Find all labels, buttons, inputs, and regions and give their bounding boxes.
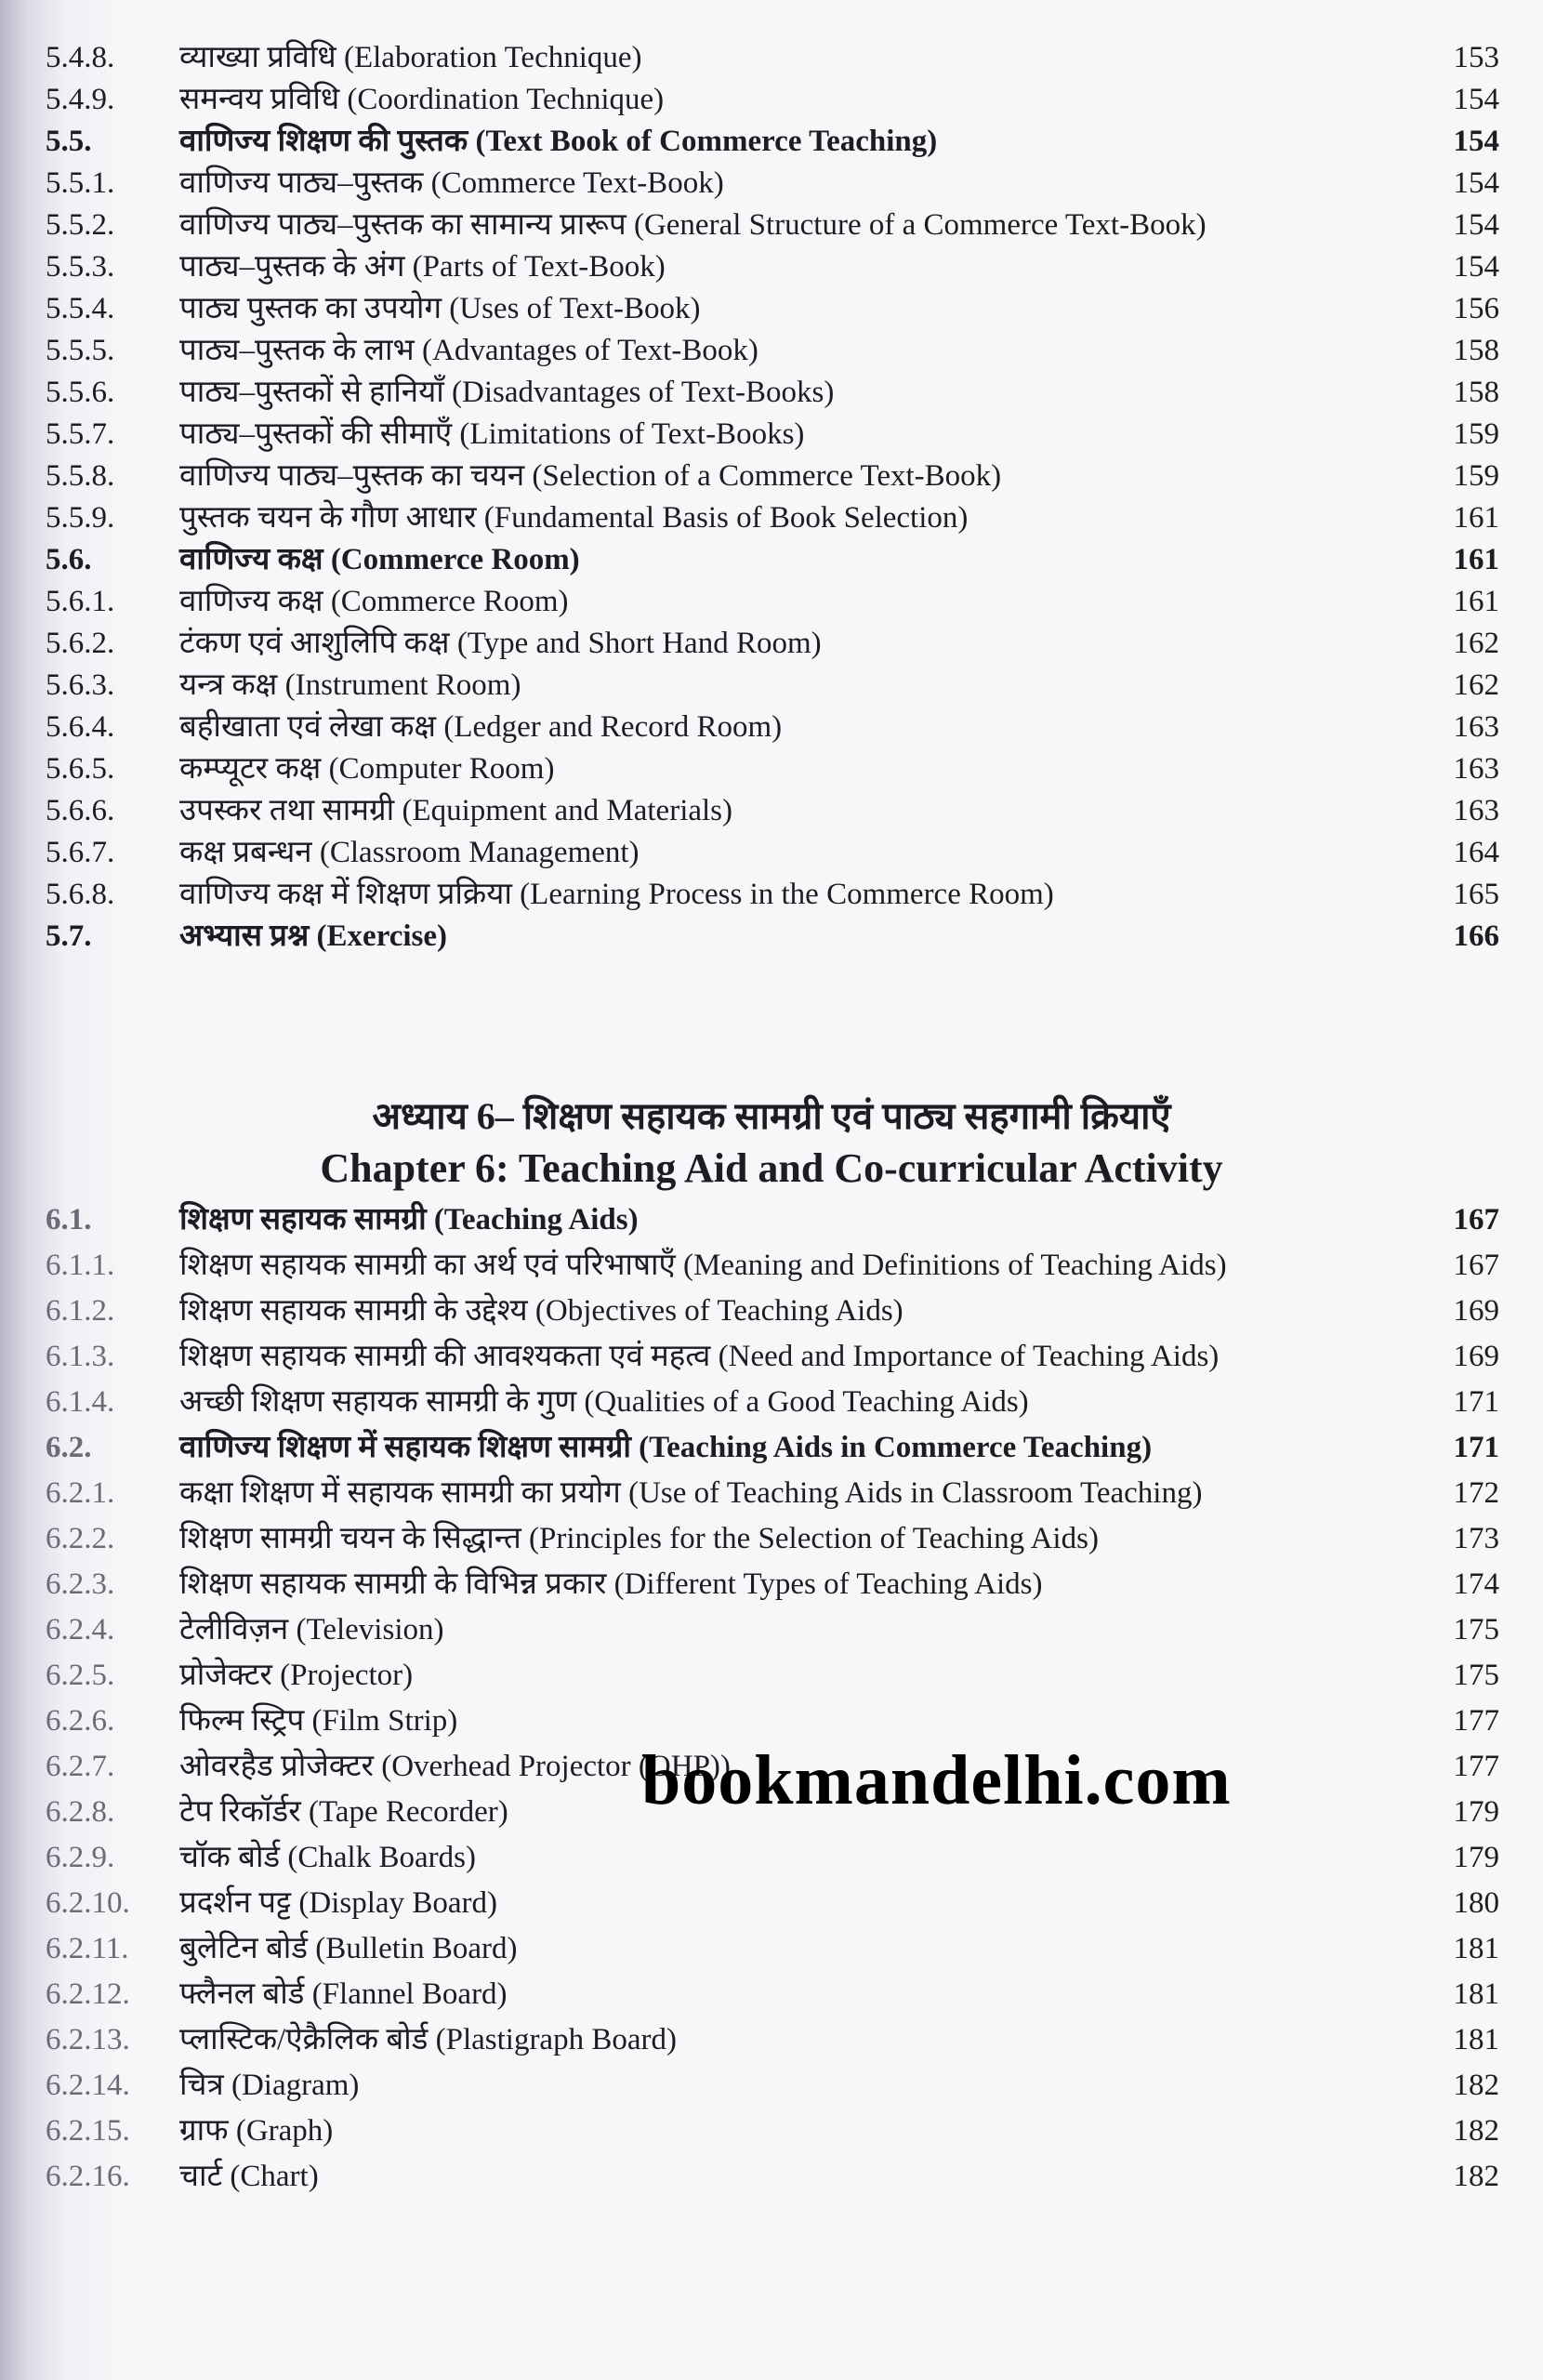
toc-section-heading xyxy=(0,1425,1543,1471)
toc-entry xyxy=(0,707,1543,748)
toc-entry-title: वाणिज्य पाठ्य–पुस्तक का चयन (Selection of a Commerce Text-Book) xyxy=(179,459,1002,493)
toc-entry-page: 154 xyxy=(1453,83,1499,116)
toc-entry-page: 166 xyxy=(1453,919,1499,953)
toc-entry xyxy=(0,414,1543,456)
toc-entry-page: 177 xyxy=(1453,1750,1499,1783)
toc-entry-number: 5.6.6. xyxy=(46,794,115,827)
toc-entry-number: 6.1.4. xyxy=(46,1385,115,1419)
toc-entry-number: 6.2.16. xyxy=(46,2160,130,2193)
toc-entry-page: 169 xyxy=(1453,1340,1499,1373)
toc-entry xyxy=(0,1380,1543,1425)
toc-entry xyxy=(0,2109,1543,2154)
toc-entry-page: 171 xyxy=(1453,1385,1499,1419)
toc-entry-title: फ्लैनल बोर्ड (Flannel Board) xyxy=(179,1977,508,2011)
toc-entry-title: ग्राफ (Graph) xyxy=(179,2114,334,2148)
toc-entry-number: 6.2.7. xyxy=(46,1750,115,1783)
toc-entry-title: वाणिज्य शिक्षण में सहायक शिक्षण सामग्री (Teaching Aids in Commerce Teaching) xyxy=(179,1431,1153,1464)
toc-section-6 xyxy=(0,1197,1543,2200)
toc-entry-title: बुलेटिन बोर्ड (Bulletin Board) xyxy=(179,1932,518,1965)
toc-entry xyxy=(0,2063,1543,2109)
toc-entry xyxy=(0,1516,1543,1562)
toc-entry-title: कक्षा शिक्षण में सहायक सामग्री का प्रयोग (Use of Teaching Aids in Classroom Teaching) xyxy=(179,1476,1203,1510)
toc-entry-number: 6.2.2. xyxy=(46,1522,115,1555)
toc-entry-page: 169 xyxy=(1453,1294,1499,1328)
toc-entry-page: 163 xyxy=(1453,752,1499,786)
toc-entry-page: 154 xyxy=(1453,208,1499,242)
toc-entry-title: टेप रिकॉर्डर (Tape Recorder) xyxy=(179,1795,508,1829)
toc-entry-title: शिक्षण सहायक सामग्री का अर्थ एवं परिभाषाएँ (Meaning and Definitions of Teaching Aids) xyxy=(179,1249,1227,1282)
toc-entry-number: 6.2.6. xyxy=(46,1704,115,1738)
toc-entry-page: 162 xyxy=(1453,668,1499,702)
toc-entry-page: 172 xyxy=(1453,1476,1499,1510)
watermark: bookmandelhi.com xyxy=(641,1741,1232,1819)
toc-entry-title: टेलीविज़न (Television) xyxy=(179,1613,444,1646)
toc-entry-page: 179 xyxy=(1453,1795,1499,1829)
toc-entry-title: वाणिज्य पाठ्य–पुस्तक का सामान्य प्रारूप (General Structure of a Commerce Text-Book) xyxy=(179,208,1207,242)
toc-entry-title: प्लास्टिक/ऐक्रैलिक बोर्ड (Plastigraph Board) xyxy=(179,2023,677,2056)
toc-entry xyxy=(0,1471,1543,1516)
toc-entry-page: 167 xyxy=(1453,1203,1499,1236)
toc-entry-number: 6.2.14. xyxy=(46,2069,130,2102)
toc-entry-number: 5.5.3. xyxy=(46,250,115,284)
toc-entry-title: वाणिज्य कक्ष (Commerce Room) xyxy=(179,585,569,618)
toc-entry xyxy=(0,748,1543,790)
toc-entry-title: पुस्तक चयन के गौण आधार (Fundamental Basis of Book Selection) xyxy=(179,501,969,535)
toc-entry-title: चॉक बोर्ड (Chalk Boards) xyxy=(179,1841,476,1874)
toc-entry-title: शिक्षण सामग्री चयन के सिद्धान्त (Principles for the Selection of Teaching Aids) xyxy=(179,1522,1099,1555)
toc-entry-title: चित्र (Diagram) xyxy=(179,2069,360,2102)
toc-entry-number: 6.1.3. xyxy=(46,1340,115,1373)
toc-entry xyxy=(0,581,1543,623)
toc-entry-number: 5.5.1. xyxy=(46,166,115,200)
toc-entry-title: उपस्कर तथा सामग्री (Equipment and Materials) xyxy=(179,794,733,827)
toc-entry-title: पाठ्य पुस्तक का उपयोग (Uses of Text-Book) xyxy=(179,292,701,325)
toc-entry-number: 6.2.9. xyxy=(46,1841,115,1874)
toc-entry xyxy=(0,1334,1543,1380)
toc-entry-page: 177 xyxy=(1453,1704,1499,1738)
toc-entry-page: 161 xyxy=(1453,585,1499,618)
toc-entry-page: 174 xyxy=(1453,1567,1499,1601)
toc-entry-number: 5.5.2. xyxy=(46,208,115,242)
toc-entry-number: 5.5. xyxy=(46,125,92,158)
toc-entry-title: शिक्षण सहायक सामग्री की आवश्यकता एवं महत्व (Need and Importance of Teaching Aids) xyxy=(179,1340,1220,1373)
toc-entry-number: 5.5.9. xyxy=(46,501,115,535)
toc-entry-page: 180 xyxy=(1453,1886,1499,1920)
toc-entry xyxy=(0,1607,1543,1653)
toc-entry-page: 171 xyxy=(1453,1431,1499,1464)
toc-section-5 xyxy=(0,37,1543,958)
toc-entry-number: 5.6.7. xyxy=(46,836,115,869)
toc-entry-page: 167 xyxy=(1453,1249,1499,1282)
toc-entry xyxy=(0,832,1543,874)
toc-entry xyxy=(0,874,1543,916)
toc-entry-page: 154 xyxy=(1453,166,1499,200)
toc-entry-page: 165 xyxy=(1453,878,1499,911)
chapter-title-english: Chapter 6: Teaching Aid and Co-curricular Activity xyxy=(320,1145,1223,1191)
toc-entry-number: 5.6.1. xyxy=(46,585,115,618)
toc-entry xyxy=(0,1881,1543,1926)
toc-entry-title: चार्ट (Chart) xyxy=(179,2160,319,2193)
toc-entry-number: 6.2.4. xyxy=(46,1613,115,1646)
toc-entry-title: वाणिज्य कक्ष में शिक्षण प्रक्रिया (Learning Process in the Commerce Room) xyxy=(179,878,1054,911)
toc-entry-title: टंकण एवं आशुलिपि कक्ष (Type and Short Hand Room) xyxy=(179,627,822,660)
toc-entry-page: 158 xyxy=(1453,376,1499,409)
toc-entry-page: 153 xyxy=(1453,41,1499,74)
toc-entry-page: 181 xyxy=(1453,1977,1499,2011)
toc-section-heading xyxy=(0,1197,1543,1243)
toc-entry-number: 5.6.5. xyxy=(46,752,115,786)
toc-entry-number: 5.7. xyxy=(46,919,92,953)
toc-entry xyxy=(0,246,1543,288)
toc-entry-title: बहीखाता एवं लेखा कक्ष (Ledger and Record Room) xyxy=(179,710,783,744)
toc-entry xyxy=(0,1243,1543,1289)
toc-entry-title: शिक्षण सहायक सामग्री के विभिन्न प्रकार (Different Types of Teaching Aids) xyxy=(179,1567,1043,1601)
toc-entry-title: यन्त्र कक्ष (Instrument Room) xyxy=(179,668,521,702)
toc-entry xyxy=(0,623,1543,665)
toc-entry xyxy=(0,79,1543,121)
toc-entry-number: 6.2.12. xyxy=(46,1977,130,2011)
toc-entry-title: वाणिज्य कक्ष (Commerce Room) xyxy=(179,543,580,576)
toc-entry-number: 5.6.8. xyxy=(46,878,115,911)
toc-entry-page: 164 xyxy=(1453,836,1499,869)
toc-entry-title: पाठ्य–पुस्तक के लाभ (Advantages of Text-Book) xyxy=(179,334,758,367)
toc-entry-number: 5.4.8. xyxy=(46,41,115,74)
toc-entry xyxy=(0,1926,1543,1972)
toc-entry-page: 158 xyxy=(1453,334,1499,367)
toc-entry-number: 6.2.3. xyxy=(46,1567,115,1601)
toc-entry-page: 181 xyxy=(1453,2023,1499,2056)
toc-entry xyxy=(0,1289,1543,1334)
toc-entry-number: 6.1.1. xyxy=(46,1249,115,1282)
toc-entry-page: 162 xyxy=(1453,627,1499,660)
toc-section-heading xyxy=(0,121,1543,163)
toc-entry-number: 6.2.13. xyxy=(46,2023,130,2056)
toc-entry-title: शिक्षण सहायक सामग्री के उद्देश्य (Objectives of Teaching Aids) xyxy=(179,1294,903,1328)
toc-entry-title: अच्छी शिक्षण सहायक सामग्री के गुण (Qualities of a Good Teaching Aids) xyxy=(179,1385,1029,1419)
toc-entry xyxy=(0,37,1543,79)
toc-entry xyxy=(0,665,1543,707)
toc-entry-title: ओवरहैड प्रोजेक्टर (Overhead Projector (OHP)) xyxy=(179,1750,731,1783)
toc-entry-page: 161 xyxy=(1453,501,1499,535)
toc-entry-number: 5.6. xyxy=(46,543,92,576)
toc-entry-number: 5.6.3. xyxy=(46,668,115,702)
toc-entry xyxy=(0,1562,1543,1607)
toc-entry-title: प्रोजेक्टर (Projector) xyxy=(179,1659,414,1692)
toc-entry xyxy=(0,2154,1543,2200)
toc-entry xyxy=(0,2017,1543,2063)
toc-entry-number: 5.5.8. xyxy=(46,459,115,493)
toc-entry-page: 163 xyxy=(1453,710,1499,744)
toc-entry-number: 5.5.6. xyxy=(46,376,115,409)
toc-entry-number: 6.2. xyxy=(46,1431,92,1464)
toc-entry-title: फिल्म स्ट्रिप (Film Strip) xyxy=(179,1704,458,1738)
toc-entry-title: शिक्षण सहायक सामग्री (Teaching Aids) xyxy=(179,1203,639,1236)
toc-entry-title: प्रदर्शन पट्ट (Display Board) xyxy=(179,1886,497,1920)
chapter-title-hindi: अध्याय 6– शिक्षण सहायक सामग्री एवं पाठ्य सहगामी क्रियाएँ xyxy=(372,1095,1171,1137)
toc-entry-number: 6.2.11. xyxy=(46,1932,129,1965)
toc-entry-page: 181 xyxy=(1453,1932,1499,1965)
toc-entry-page: 173 xyxy=(1453,1522,1499,1555)
toc-entry-number: 6.2.10. xyxy=(46,1886,130,1920)
toc-entry xyxy=(0,163,1543,205)
toc-entry-page: 159 xyxy=(1453,459,1499,493)
toc-entry xyxy=(0,205,1543,246)
toc-entry-page: 179 xyxy=(1453,1841,1499,1874)
toc-entry xyxy=(0,790,1543,832)
toc-entry xyxy=(0,497,1543,539)
toc-entry-number: 5.4.9. xyxy=(46,83,115,116)
toc-entry-page: 154 xyxy=(1453,125,1499,158)
toc-entry-number: 6.1.2. xyxy=(46,1294,115,1328)
toc-entry xyxy=(0,1699,1543,1744)
toc-entry-number: 6.2.8. xyxy=(46,1795,115,1829)
toc-entry xyxy=(0,1835,1543,1881)
toc-entry-title: पाठ्य–पुस्तक के अंग (Parts of Text-Book) xyxy=(179,250,666,284)
toc-entry-title: समन्वय प्रविधि (Coordination Technique) xyxy=(179,83,665,116)
toc-entry-number: 5.6.4. xyxy=(46,710,115,744)
toc-entry-page: 175 xyxy=(1453,1613,1499,1646)
toc-entry-title: व्याख्या प्रविधि (Elaboration Technique) xyxy=(179,41,642,74)
toc-section-heading xyxy=(0,539,1543,581)
toc-entry xyxy=(0,1972,1543,2017)
toc-entry-number: 6.2.15. xyxy=(46,2114,130,2148)
toc-entry-title: वाणिज्य पाठ्य–पुस्तक (Commerce Text-Book) xyxy=(179,166,724,200)
toc-entry-page: 154 xyxy=(1453,250,1499,284)
toc-entry-page: 182 xyxy=(1453,2160,1499,2193)
toc-entry-number: 6.2.5. xyxy=(46,1659,115,1692)
toc-entry-title: पाठ्य–पुस्तकों की सीमाएँ (Limitations of Text-Books) xyxy=(179,417,805,451)
toc-entry-number: 5.5.4. xyxy=(46,292,115,325)
toc-entry-number: 6.2.1. xyxy=(46,1476,115,1510)
toc-entry-title: कक्ष प्रबन्धन (Classroom Management) xyxy=(179,836,640,869)
toc-entry-page: 161 xyxy=(1453,543,1499,576)
toc-entry-page: 163 xyxy=(1453,794,1499,827)
toc-entry-page: 182 xyxy=(1453,2069,1499,2102)
toc-entry-title: कम्प्यूटर कक्ष (Computer Room) xyxy=(179,752,555,786)
toc-entry-number: 6.1. xyxy=(46,1203,92,1236)
toc-entry xyxy=(0,1653,1543,1699)
toc-entry xyxy=(0,372,1543,414)
toc-entry xyxy=(0,456,1543,497)
toc-entry-title: वाणिज्य शिक्षण की पुस्तक (Text Book of Commerce Teaching) xyxy=(179,125,938,158)
toc-entry-title: अभ्यास प्रश्न (Exercise) xyxy=(179,919,448,953)
toc-section-heading xyxy=(0,916,1543,958)
toc-entry-page: 182 xyxy=(1453,2114,1499,2148)
toc-entry-number: 5.5.5. xyxy=(46,334,115,367)
toc-entry xyxy=(0,330,1543,372)
toc-entry-number: 5.6.2. xyxy=(46,627,115,660)
toc-entry xyxy=(0,288,1543,330)
toc-entry-title: पाठ्य–पुस्तकों से हानियाँ (Disadvantages of Text-Books) xyxy=(179,376,835,409)
toc-entry-page: 159 xyxy=(1453,417,1499,451)
toc-entry-page: 156 xyxy=(1453,292,1499,325)
toc-entry-page: 175 xyxy=(1453,1659,1499,1692)
toc-entry-number: 5.5.7. xyxy=(46,417,115,451)
